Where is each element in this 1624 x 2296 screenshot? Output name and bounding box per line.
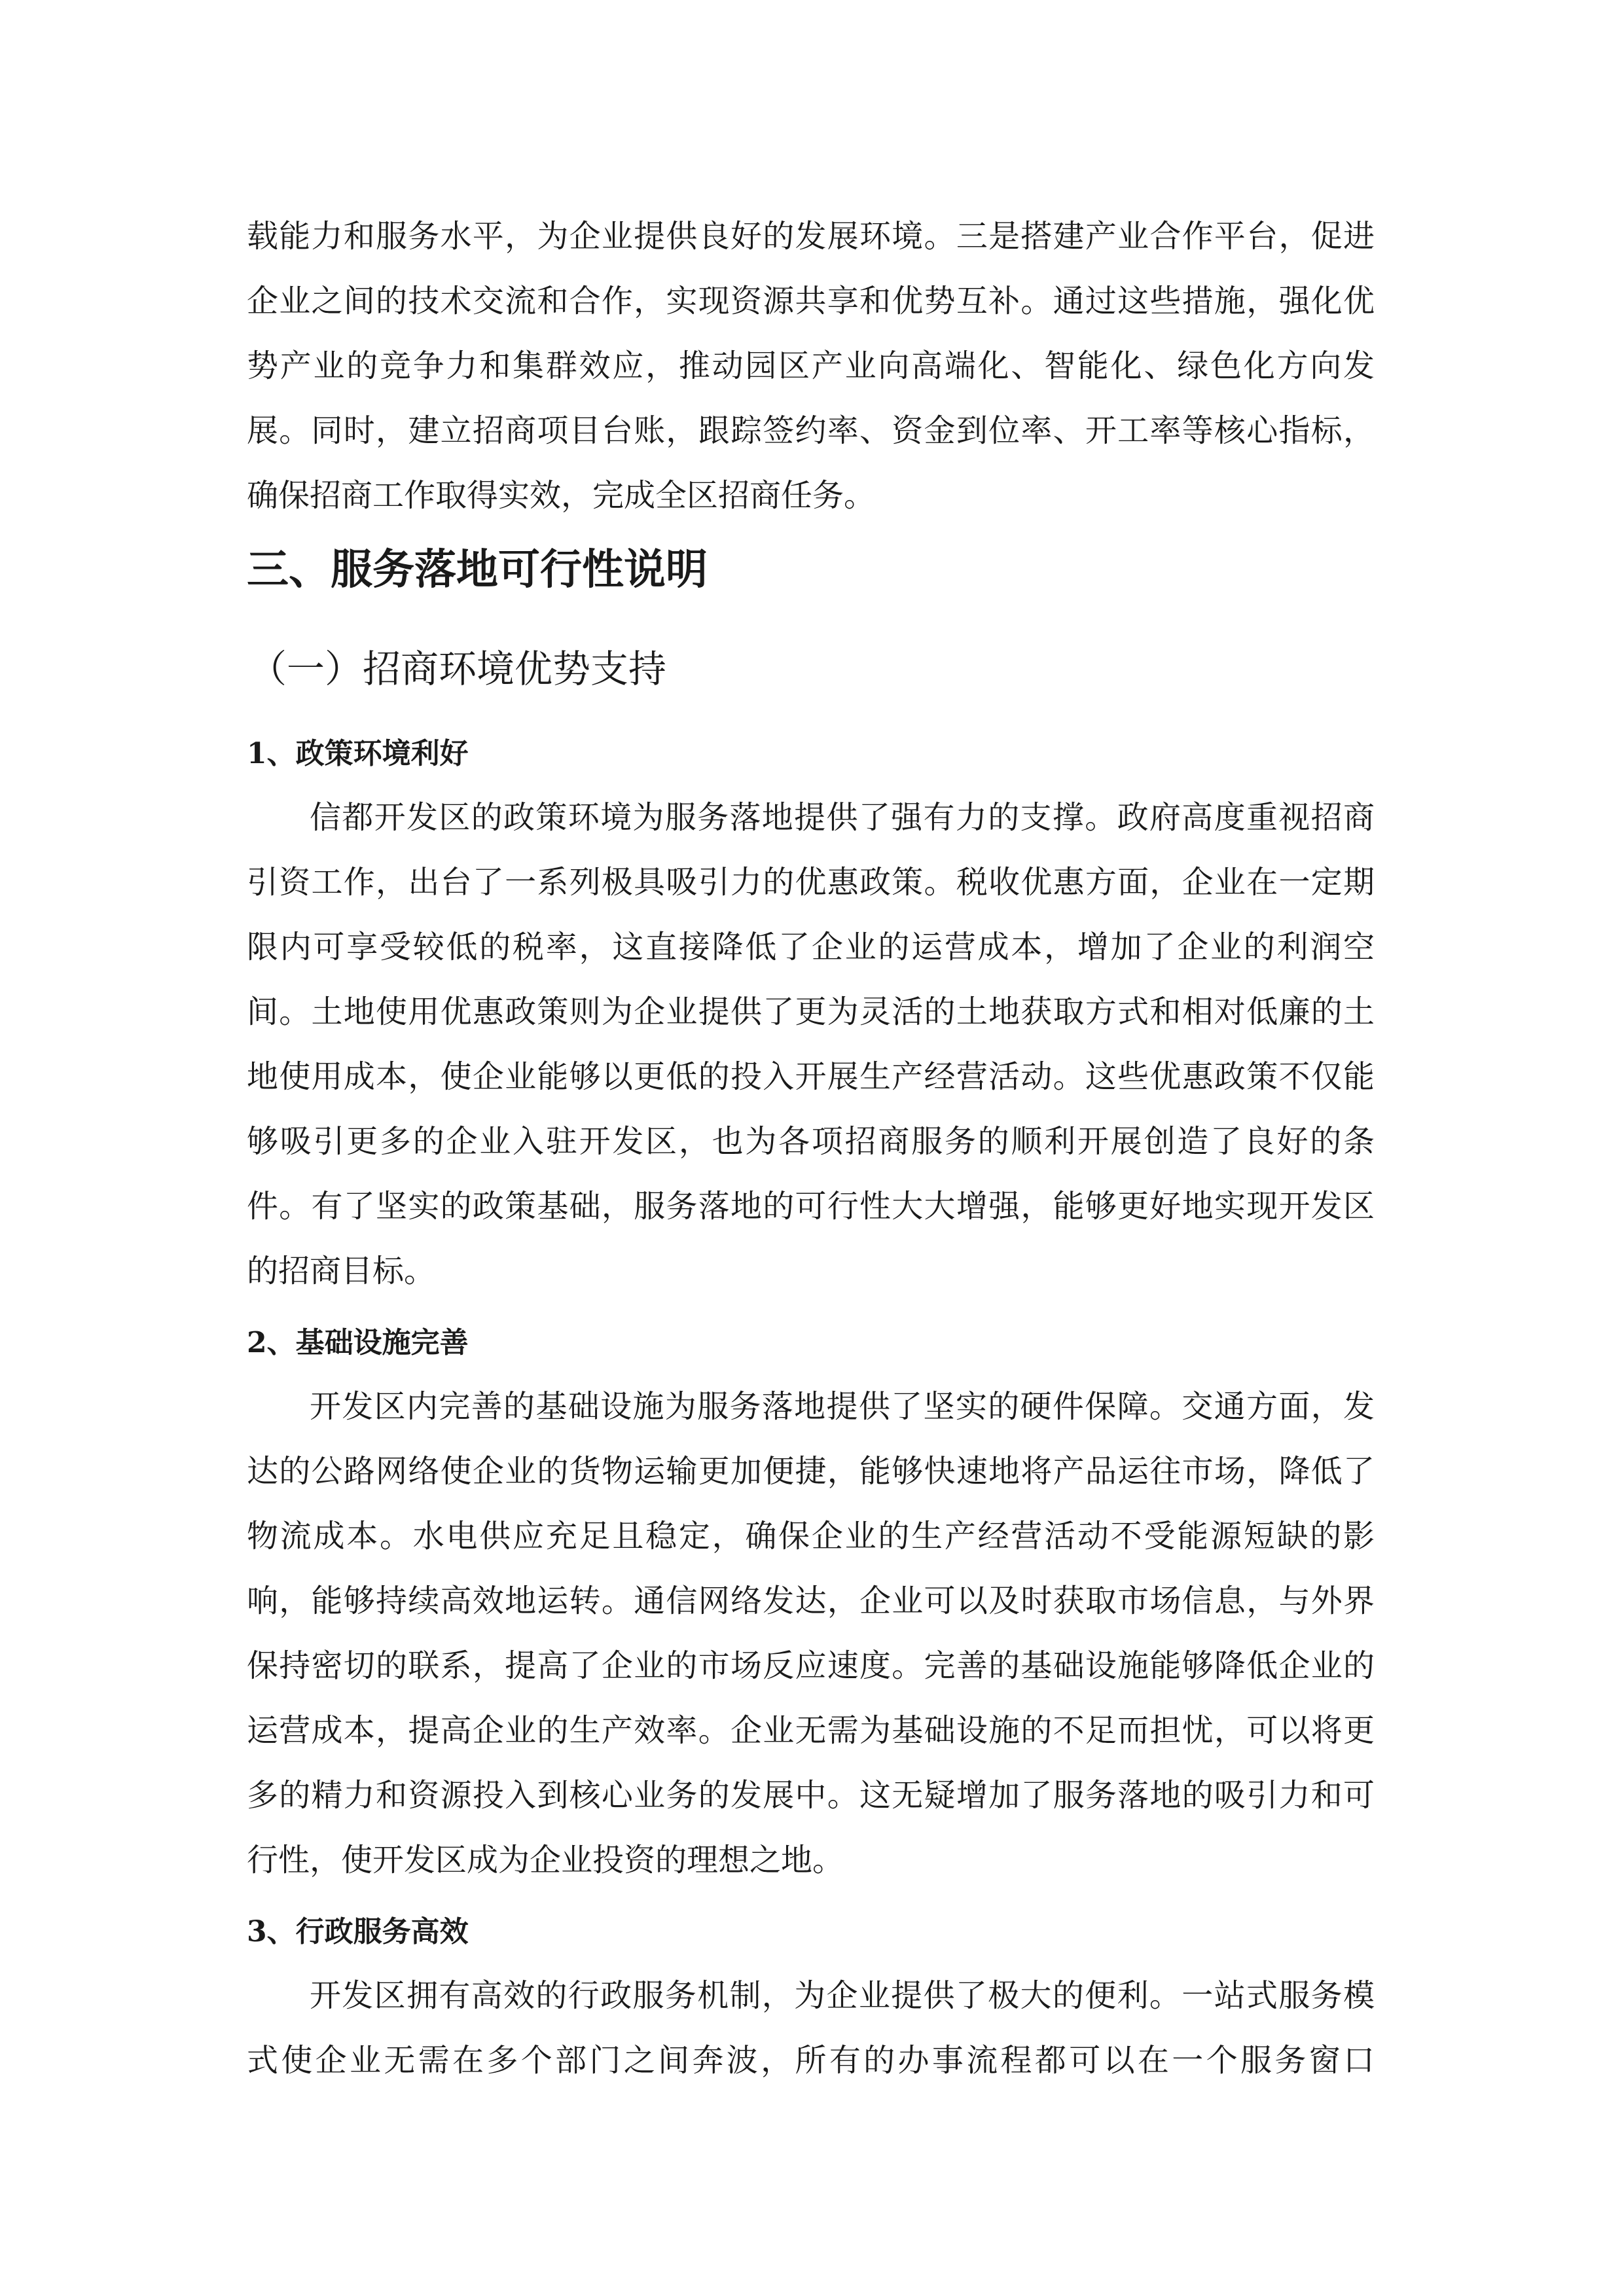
item-heading-administration: 3、行政服务高效: [247, 1915, 469, 1948]
section-heading: 三、服务落地可行性说明: [247, 546, 708, 594]
item-heading-infrastructure: 2、基础设施完善: [247, 1326, 469, 1359]
item-paragraph-infrastructure: 开发区内完善的基础设施为服务落地提供了坚实的硬件保障。交通方面，发达的公路网络使企业的货物运输更加便捷，能够快速地将产品运往市场，降低了物流成本。水电供应充足且稳定，确保企业的生产经营活动不受能源短缺的影响，能够持续高效地运转。通信网络发达，企业可以及时获取市场信息，与外界保持密切的联系，提高了企业的市场反应速度。完善的基础设施能够降低企业的运营成本，提高企业的生产效率。企业无需为基础设施的不足而担忧，可以将更多的精力和资源投入到核心业务的发展中。这无疑增加了服务落地的吸引力和可行性，使开发区成为企业投资的理想之地。: [247, 1388, 1375, 1878]
subsection-heading: （一）招商环境优势支持: [249, 647, 667, 691]
intro-paragraph: 载能力和服务水平，为企业提供良好的发展环境。三是搭建产业合作平台，促进企业之间的技术交流和合作，实现资源共享和优势互补。通过这些措施，强化优势产业的竞争力和集群效应，推动园区产业向高端化、智能化、绿色化方向发展。同时，建立招商项目台账，跟踪签约率、资金到位率、开工率等核心指标，确保招商工作取得实效，完成全区招商任务。: [247, 218, 1375, 514]
item-heading-policy: 1、政策环境利好: [247, 737, 469, 770]
item-paragraph-policy: 信都开发区的政策环境为服务落地提供了强有力的支撑。政府高度重视招商引资工作，出台了一系列极具吸引力的优惠政策。税收优惠方面，企业在一定期限内可享受较低的税率，这直接降低了企业的运营成本，增加了企业的利润空间。土地使用优惠政策则为企业提供了更为灵活的土地获取方式和相对低廉的土地使用成本，使企业能够以更低的投入开展生产经营活动。这些优惠政策不仅能够吸引更多的企业入驻开发区，也为各项招商服务的顺利开展创造了良好的条件。有了坚实的政策基础，服务落地的可行性大大增强，能够更好地实现开发区的招商目标。: [247, 799, 1375, 1289]
item-paragraph-administration: 开发区拥有高效的行政服务机制，为企业提供了极大的便利。一站式服务模式使企业无需在多个部门之间奔波，所有的办事流程都可以在一个服务窗口: [247, 1977, 1375, 2079]
